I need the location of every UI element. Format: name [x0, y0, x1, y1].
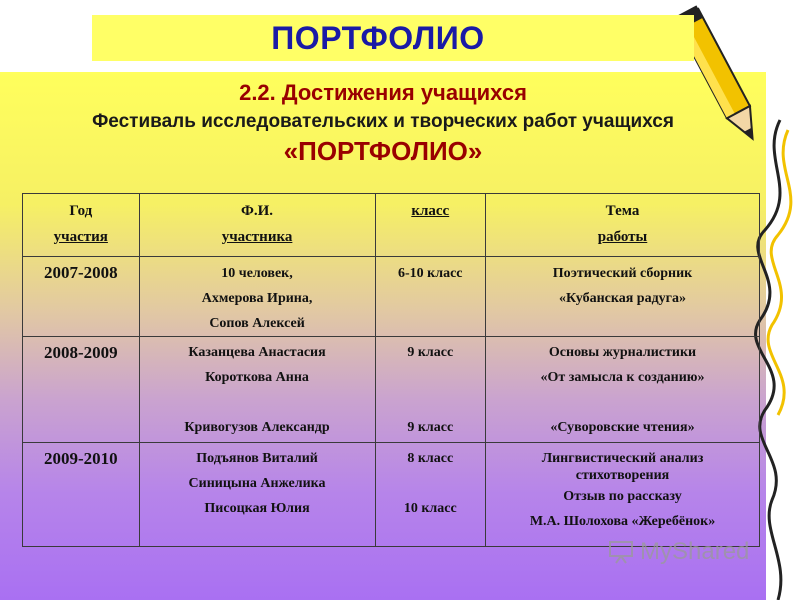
banner-title: ПОРТФОЛИО: [271, 19, 485, 56]
row-grade: 6-10 класс: [375, 257, 486, 337]
festival-subtitle: Фестиваль исследовательских и творческих работ учащихся: [92, 111, 674, 132]
row-topic: Основы журналистики «От замысла к созданию» «Суворовские чтения»: [486, 337, 760, 443]
header-topic: Тема работы: [486, 194, 760, 257]
row-topic: Поэтический сборник «Кубанская радуга»: [486, 257, 760, 337]
achievements-table: [22, 193, 760, 547]
table-row: [23, 257, 760, 337]
watermark-text: MyShared: [640, 538, 750, 565]
festival-name: «ПОРТФОЛИО»: [283, 136, 483, 166]
row-year: 2008-2009: [23, 337, 140, 443]
row-participants: Подъянов Виталий Синицына Анжелика Писоцкая Юлия: [139, 443, 375, 547]
row-grade: 8 класс 10 класс: [375, 443, 486, 547]
table-header-row: [23, 194, 760, 257]
header-grade: класс: [375, 194, 486, 257]
section-heading: 2.2. Достижения учащихся: [239, 80, 527, 105]
row-grade: 9 класс 9 класс: [375, 337, 486, 443]
row-topic: Лингвистический анализ стихотворения Отзыв по рассказу М.А. Шолохова «Жеребёнок»: [486, 443, 760, 547]
table-row: [23, 443, 760, 547]
row-year: 2007-2008: [23, 257, 140, 337]
row-participants: 10 человек, Ахмерова Ирина, Сопов Алексей: [139, 257, 375, 337]
header-name: Ф.И. участника: [139, 194, 375, 257]
title-banner: [92, 15, 694, 61]
row-participants: Казанцева Анастасия Короткова Анна Кривогузов Александр: [139, 337, 375, 443]
presentation-icon: [608, 540, 634, 564]
table-row: [23, 337, 760, 443]
row-year: 2009-2010: [23, 443, 140, 547]
watermark: [608, 538, 749, 566]
header-year: Год участия: [23, 194, 140, 257]
